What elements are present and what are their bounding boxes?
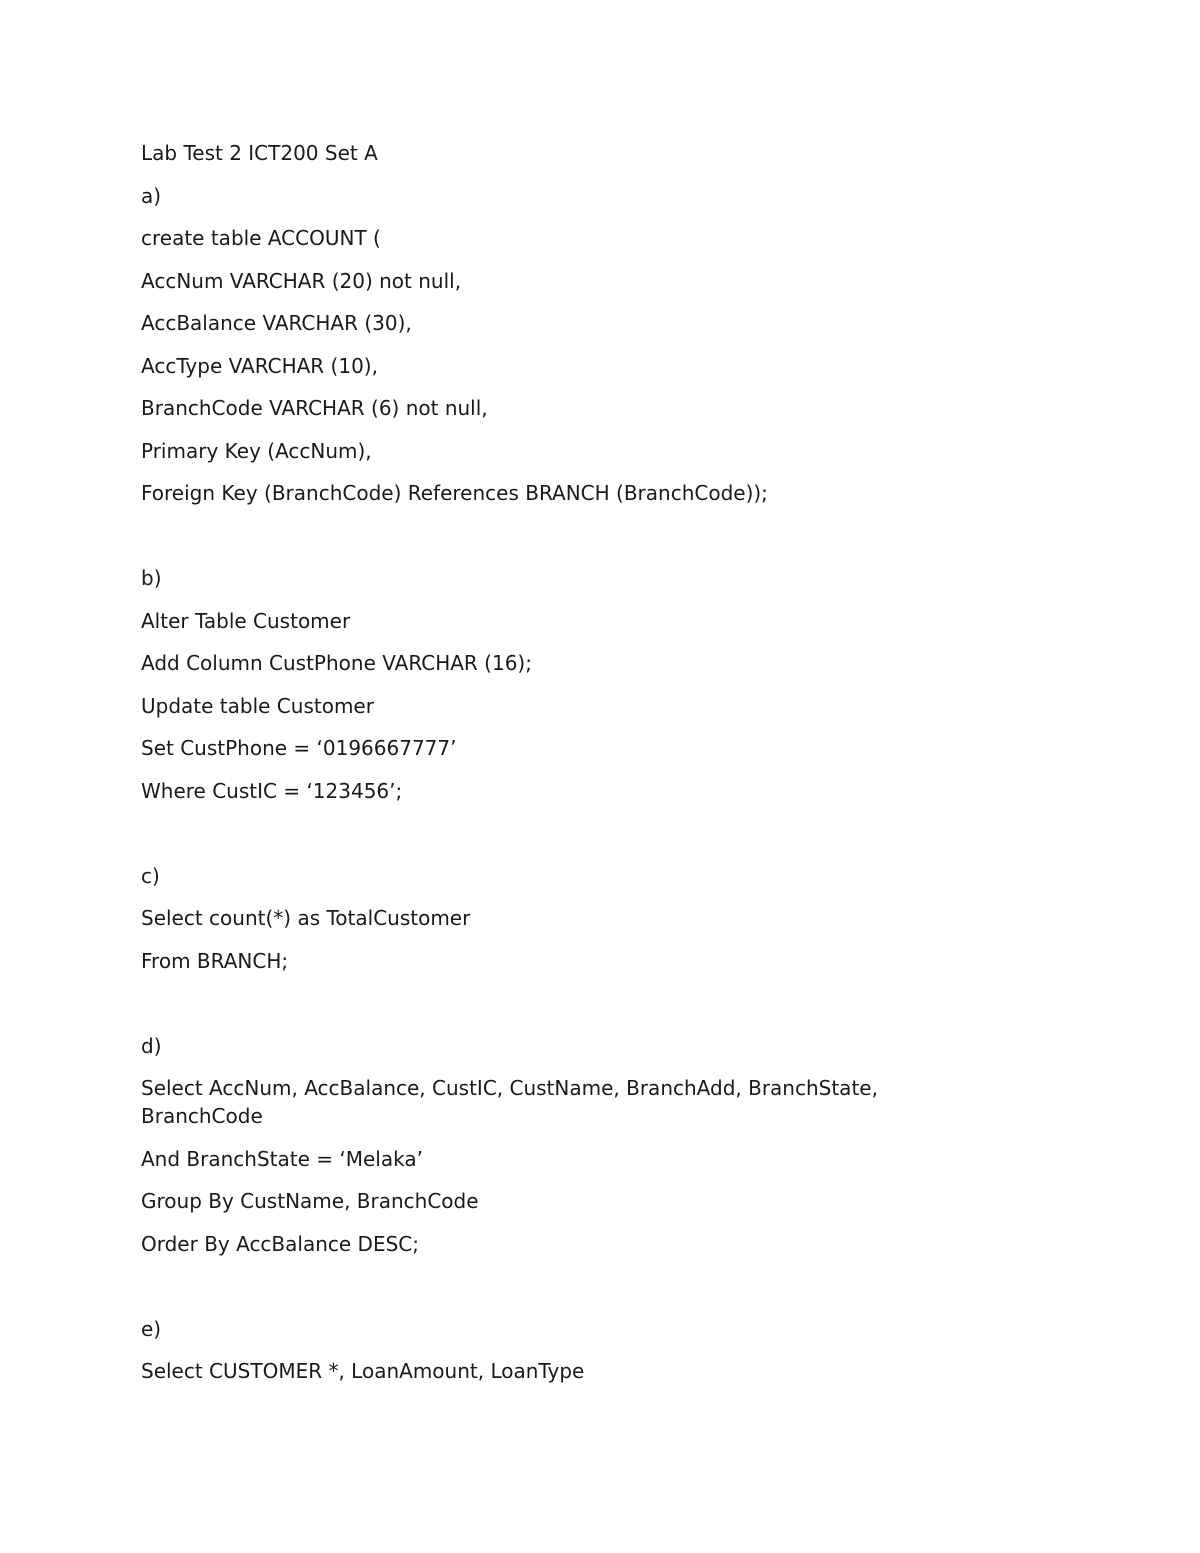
- code-line: Select CUSTOMER *, LoanAmount, LoanType: [141, 1359, 585, 1383]
- blank-line: [141, 989, 1001, 1017]
- section-c-label: c): [141, 863, 160, 888]
- code-line: create table ACCOUNT (: [141, 226, 381, 250]
- code-line: Select AccNum, AccBalance, CustIC, CustName, BranchAdd, BranchState, BranchCode: [141, 1076, 885, 1128]
- section-a-label: a): [141, 183, 162, 208]
- code-line: Foreign Key (BranchCode) References BRANCH (BranchCode));: [141, 481, 768, 505]
- document-title: Lab Test 2 ICT200 Set A: [141, 141, 378, 165]
- code-line: Order By AccBalance DESC;: [141, 1231, 419, 1256]
- code-line: Select count(*) as TotalCustomer: [141, 906, 471, 930]
- code-line: Add Column CustPhone VARCHAR (16);: [141, 651, 532, 675]
- section-e-label: e): [141, 1316, 162, 1341]
- code-line: Where CustIC = ‘123456’;: [141, 778, 403, 803]
- document-body: [141, 139, 1001, 1400]
- blank-line: [141, 1272, 1001, 1300]
- section-b-label: b): [141, 566, 162, 590]
- code-line: And BranchState = ‘Melaka’: [141, 1146, 423, 1171]
- code-line: Set CustPhone = ‘0196667777’: [141, 736, 457, 760]
- blank-line: [141, 819, 1001, 847]
- blank-line: [141, 522, 1001, 550]
- section-d-label: d): [141, 1033, 162, 1058]
- code-line: AccNum VARCHAR (20) not null,: [141, 268, 462, 293]
- code-line: Group By CustName, BranchCode: [141, 1189, 479, 1213]
- code-line: Alter Table Customer: [141, 608, 351, 633]
- code-line: Update table Customer: [141, 693, 374, 718]
- code-line: AccBalance VARCHAR (30),: [141, 311, 412, 335]
- code-line: AccType VARCHAR (10),: [141, 353, 378, 378]
- code-line: From BRANCH;: [141, 948, 289, 973]
- code-line: Primary Key (AccNum),: [141, 438, 372, 463]
- code-line: BranchCode VARCHAR (6) not null,: [141, 396, 488, 420]
